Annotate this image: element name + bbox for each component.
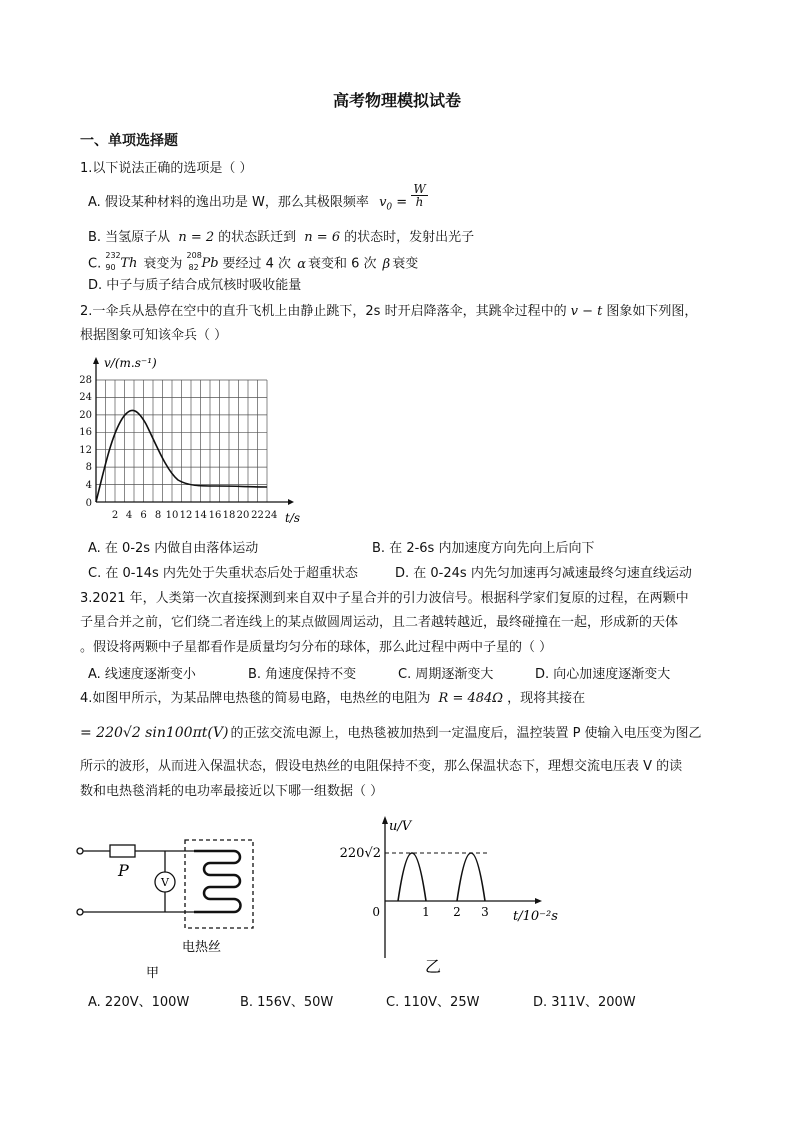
q3-line3: 。假设将两颗中子星都看作是质量均匀分布的球体，那么此过程中两中子星的（ ）	[80, 640, 553, 655]
q1-b-mid: 的状态跃迁到	[218, 230, 297, 245]
vt-ytick: 4	[85, 480, 92, 491]
voltmeter-icon: V	[161, 876, 169, 889]
vt-ytick: 12	[79, 445, 92, 456]
q3-option-c: C. 周期逐渐变大	[398, 667, 494, 682]
q1-c-mid3: 衰变和 6 次	[307, 256, 377, 272]
q1-b-post: 的状态时，发射出光子	[344, 230, 475, 245]
page-title: 高考物理模拟试卷	[332, 91, 461, 110]
wave-peak-label: 220√2	[339, 846, 381, 861]
beta-symbol: β	[382, 256, 391, 272]
q4-option-c: C. 110V、25W	[386, 995, 480, 1010]
q4-option-a: A. 220V、100W	[88, 995, 190, 1010]
lead-nuclide	[187, 253, 223, 275]
q4-option-b: B. 156V、50W	[240, 995, 334, 1010]
vt-xtick: 24	[264, 510, 278, 521]
wave-xtick: 3	[481, 905, 489, 919]
q4-voltage-formula: = 220√2 sin100πt(V)	[80, 725, 229, 741]
q1-b-pre: B. 当氢原子从	[88, 230, 171, 245]
wave-ylabel: u/V	[389, 819, 412, 834]
q1-a-fraction	[411, 183, 427, 208]
wave-xtick: 1	[422, 905, 430, 919]
vt-xtick: 8	[154, 510, 162, 521]
q1-option-c	[88, 253, 418, 275]
vt-ytick: 28	[79, 375, 92, 386]
q2-stem-line2: 根据图象可知该伞兵（ ）	[80, 328, 228, 343]
q4-line2	[80, 724, 702, 743]
q2-option-d: D. 在 0-24s 内先匀加速再匀减速最终匀速直线运动	[395, 566, 692, 581]
q1-c-mid2: 要经过 4 次	[222, 256, 292, 272]
circuit-diagram	[70, 830, 270, 982]
vt-ytick: 16	[79, 427, 92, 438]
q3-option-b: B. 角速度保持不变	[248, 667, 357, 682]
q1-a-formula-sub: 0	[386, 202, 393, 213]
vt-graph	[76, 352, 306, 530]
q1-a-numerator: W	[413, 182, 426, 196]
q2-option-c: C. 在 0-14s 内先处于失重状态后处于超重状态	[88, 566, 358, 581]
wave-caption: 乙	[425, 957, 442, 976]
vt-ytick: 24	[79, 392, 92, 403]
q3-line1: 3.2021 年，人类第一次直接探测到来自双中子星合并的引力波信号。根据科学家们复原的过程，在两颗中	[80, 591, 689, 606]
q3-option-d: D. 向心加速度逐渐变大	[535, 667, 671, 682]
q1-a-denominator: h	[415, 195, 424, 209]
vt-xtick: 4	[125, 510, 133, 521]
th-symbol: Th	[120, 256, 138, 271]
q2-stem-1a: 2.一伞兵从悬停在空中的直升飞机上由静止跳下，2s 时开启降落伞，其跳伞过程中的	[80, 304, 567, 319]
vt-ytick: 20	[79, 410, 92, 421]
vt-xtick: 16	[208, 510, 222, 521]
q4-line2-text: 的正弦交流电源上，电热毯被加热到一定温度后，温控装置 P 使输入电压变为图乙	[230, 726, 702, 741]
vt-xtick: 18	[222, 510, 236, 521]
q3-line2: 子星合并之前，它们绕二者连线上的某点做圆周运动，且二者越转越近，最终碰撞在一起，形成新的天体	[80, 615, 679, 630]
pb-mass-number: 208	[186, 251, 202, 260]
q1-stem: 1.以下说法正确的选项是（ ）	[80, 161, 253, 176]
vt-xtick: 2	[111, 510, 119, 521]
pb-symbol: Pb	[201, 256, 219, 271]
wave-xlabel: t/10⁻²s	[513, 909, 558, 924]
q1-b-n1: n = 2	[178, 230, 215, 245]
wave-origin: 0	[372, 905, 380, 919]
q1-c-post: 衰变	[392, 256, 419, 272]
q2-stem-1c: 图象如下列图，	[606, 304, 698, 319]
q1-c-pre: C.	[88, 256, 102, 272]
q1-option-b	[88, 229, 474, 247]
q4-line3: 所示的波形，从而进入保温状态，假设电热丝的电阻保持不变，那么保温状态下，理想交流电压表 V 的读	[80, 759, 683, 774]
vt-xtick: 10	[165, 510, 179, 521]
heater-label: 电热丝	[182, 940, 222, 955]
q2-stem-line1	[80, 303, 697, 321]
th-atomic-number: 90	[105, 263, 116, 272]
vt-ytick: 8	[85, 462, 92, 473]
vt-xtick: 20	[236, 510, 250, 521]
vt-xlabel: t/s	[285, 511, 301, 525]
q2-vt-symbol: v − t	[570, 304, 603, 319]
q1-option-d: D. 中子与质子结合成氘核时吸收能量	[88, 278, 302, 293]
q1-a-formula-lhs: v	[379, 195, 387, 210]
q4-option-d: D. 311V、200W	[533, 995, 636, 1010]
th-mass-number: 232	[105, 251, 121, 260]
q1-c-mid1: 衰变为	[143, 256, 183, 272]
q4-line1-a: 4.如图甲所示，为某品牌电热毯的简易电路，电热丝的电阻为	[80, 691, 431, 706]
q1-option-a-text: A. 假设某种材料的逸出功是 W，那么其极限频率	[88, 195, 369, 210]
q4-line4: 数和电热毯消耗的电功率最接近以下哪一组数据（ ）	[80, 784, 384, 799]
q4-line1	[80, 690, 585, 708]
q4-line1-c: ，现将其接在	[507, 691, 586, 706]
vt-xtick: 12	[179, 510, 193, 521]
q2-option-b: B. 在 2-6s 内加速度方向先向上后向下	[372, 541, 595, 556]
q3-option-a: A. 线速度逐渐变小	[88, 667, 196, 682]
thorium-nuclide	[105, 253, 143, 275]
vt-ylabel: v/(m.s⁻¹)	[104, 356, 157, 370]
resistor-p-label: P	[118, 861, 129, 880]
waveform-graph	[339, 810, 565, 982]
q4-resistance: R = 484Ω	[438, 691, 504, 706]
vt-ytick: 0	[85, 498, 92, 509]
pb-atomic-number: 82	[188, 263, 199, 272]
vt-xtick: 6	[140, 510, 147, 521]
wave-xtick: 2	[453, 905, 461, 919]
vt-xtick: 22	[251, 510, 264, 521]
q1-a-formula-eq: =	[396, 195, 408, 210]
q2-option-a: A. 在 0-2s 内做自由落体运动	[88, 541, 259, 556]
section-heading: 一、单项选择题	[80, 133, 178, 149]
q1-option-a	[88, 182, 428, 217]
vt-xtick: 14	[194, 510, 207, 521]
circuit-caption: 甲	[146, 966, 160, 981]
q1-b-n2: n = 6	[304, 230, 341, 245]
alpha-symbol: α	[297, 256, 306, 272]
